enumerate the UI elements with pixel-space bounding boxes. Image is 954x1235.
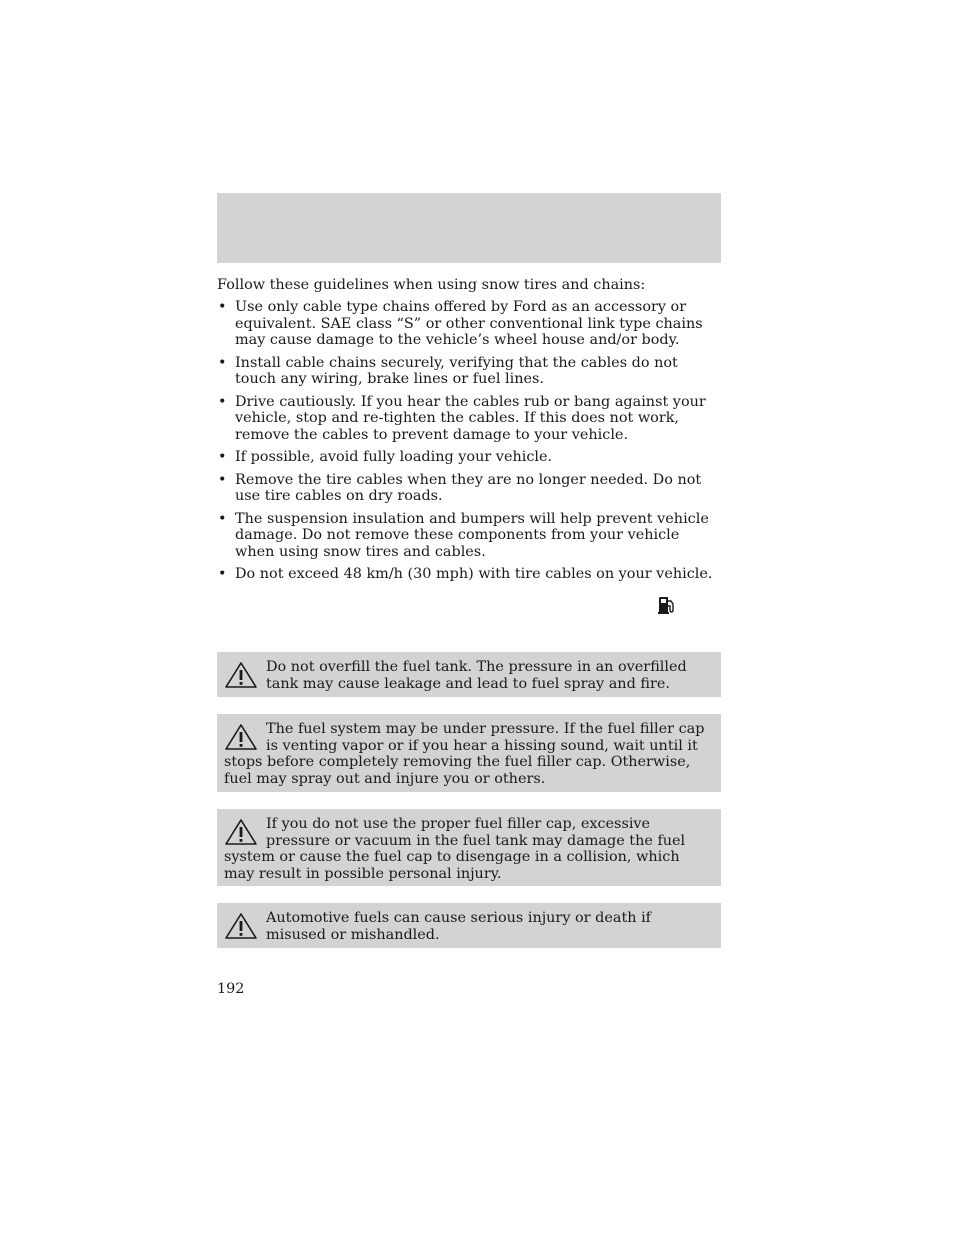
bullet-marker: •	[218, 299, 227, 315]
list-item-text: If possible, avoid fully loading your vehicle.	[235, 449, 553, 465]
list-item	[217, 472, 721, 505]
page-number: 192	[217, 981, 245, 997]
warning-text: If you do not use the proper fuel filler cap, excessive pressure or vacuum in the fuel tank may damage the fuel system or cause the fuel cap to disengage in a collision, which may result in possible personal injury.	[224, 816, 686, 882]
list-item	[217, 355, 721, 388]
list-item-text: Remove the tire cables when they are no longer needed. Do not use tire cables on dry roads.	[235, 471, 702, 504]
warning-box	[217, 903, 721, 948]
warning-triangle-icon	[224, 723, 258, 751]
bullet-marker: •	[218, 510, 227, 527]
warning-triangle-icon	[224, 661, 258, 689]
bullet-marker: •	[218, 449, 227, 465]
warning-text: Do not overfill the fuel tank. The pressure in an overfilled tank may cause leakage and lead to fuel spray and fire.	[266, 659, 687, 692]
warning-text: Automotive fuels can cause serious injury or death if misused or mishandled.	[266, 910, 651, 943]
bullet-marker: •	[218, 471, 227, 488]
bullet-marker: •	[218, 393, 227, 410]
list-item	[217, 449, 721, 466]
warning-box	[217, 652, 721, 697]
list-item-text: The suspension insulation and bumpers will help prevent vehicle damage. Do not remove these components from your vehicle when using snow tires and cables.	[235, 510, 709, 560]
warning-triangle-icon	[224, 818, 258, 846]
guideline-list	[217, 299, 721, 589]
list-item	[217, 511, 721, 561]
warning-box	[217, 714, 721, 792]
fuel-pump-icon	[657, 595, 677, 615]
bullet-marker: •	[218, 566, 227, 582]
list-item-text: Do not exceed 48 km/h (30 mph) with tire cables on your vehicle.	[235, 566, 713, 582]
list-item-text: Drive cautiously. If you hear the cables rub or bang against your vehicle, stop and re-tighten the cables. If this does not work, remove the cables to prevent damage to your vehicle.	[235, 393, 706, 443]
bullet-marker: •	[218, 354, 227, 371]
warning-box	[217, 809, 721, 886]
list-item-text: Use only cable type chains offered by Ford as an accessory or equivalent. SAE class “S” or other conventional link type chains may cause damage to the vehicle’s wheel house and/or body.	[235, 299, 703, 348]
warning-text: The fuel system may be under pressure. If the fuel filler cap is venting vapor or if you hear a hissing sound, wait until it stops before completely removing the fuel filler cap. Otherwise, fuel may spray out and injure you or others.	[224, 721, 705, 787]
list-item	[217, 299, 721, 349]
list-item	[217, 566, 721, 583]
list-item-text: Install cable chains securely, verifying that the cables do not touch any wiring, brake lines or fuel lines.	[235, 354, 678, 387]
warning-triangle-icon	[224, 912, 258, 940]
header-band	[217, 193, 721, 263]
list-item	[217, 394, 721, 444]
intro-text: Follow these guidelines when using snow tires and chains:	[217, 277, 646, 293]
